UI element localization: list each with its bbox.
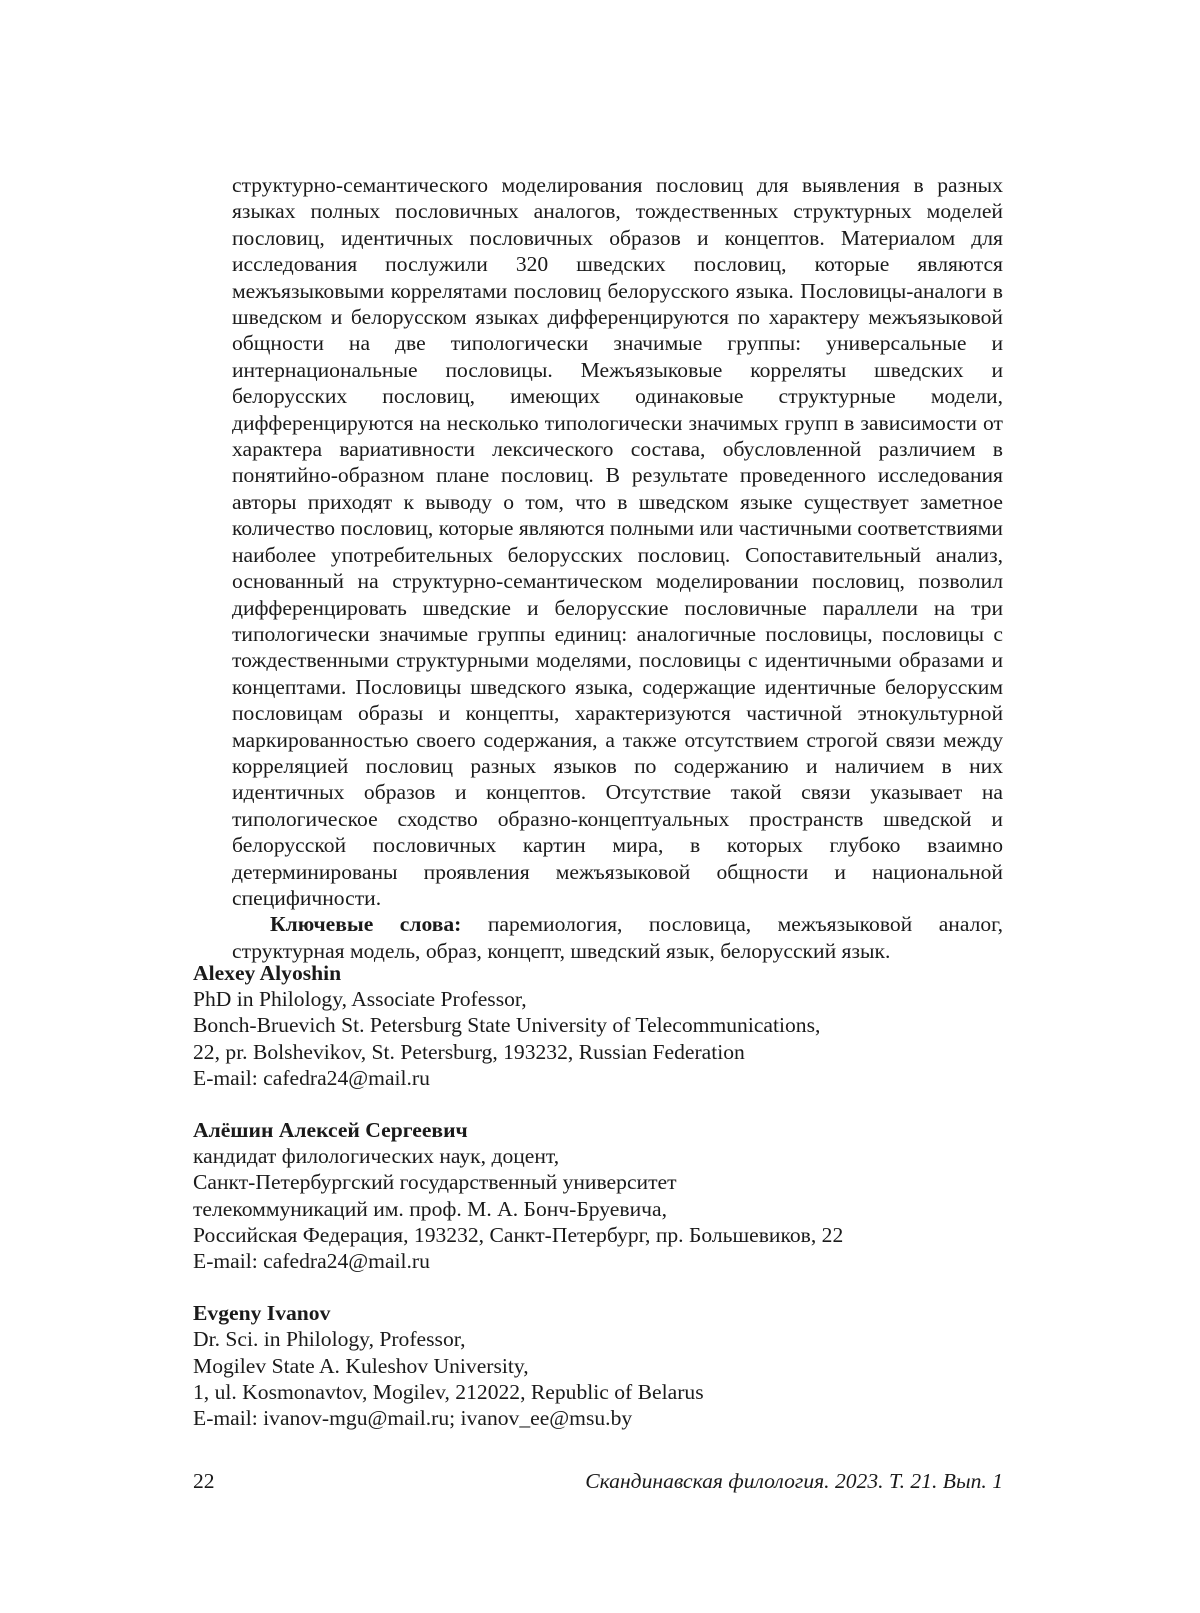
author-block [193,1300,993,1431]
author-address: 1, ul. Kosmonavtov, Mogilev, 212022, Republic of Belarus [193,1379,704,1404]
author-list [193,960,993,1457]
author-address: 22, pr. Bolshevikov, St. Petersburg, 193232, Russian Federation [193,1039,745,1064]
author-degree: кандидат филологических наук, доцент, [193,1144,560,1169]
author-block [193,960,993,1091]
abstract-body: структурно-семантического моделирования пословиц для выявления в разных языках полных пословичных аналогов, тождественных структурных моделей пословиц, идентичных пословичных образов и концептов. Материалом для исследования послужили 320 шведских пословиц, которые являются межъязыковыми коррелятами пословиц белорусского языка. Пословицы-аналоги в шведском и белорусском языках дифференцируются по характеру межъязыковой общности на две типологически значимые группы: универсальные и интернациональные пословицы. Межъязыковые корреляты шведских и белорусских пословиц, имеющих одинаковые структурные модели, дифференцируются на несколько типологически значимых групп в зависимости от характера вариативности лексического состава, обусловленной различием в понятийно-образном плане пословиц. В результате проведенного исследования авторы приходят к выводу о том, что в шведском языке существует заметное количество пословиц, которые являются полными или частичными соответствиями наиболее употребительных белорусских пословиц. Сопоставительный анализ, основанный на структурно-семантическом моделировании пословиц, позволил дифференцировать шведские и белорусские пословичные параллели на три типологически значимые группы единиц: аналогичные пословицы, пословицы с тождественными структурными моделями, пословицы с идентичными образами и концептами. Пословицы шведского языка, содержащие идентичные белорусским пословицам образы и концепты, характеризуются частичной этнокультурной маркированностью своего содержания, а также отсутствием строгой связи между корреляцией пословиц разных языков по содержанию и наличием в них идентичных образов и концептов. Отсутствие такой связи указывает на типологическое сходство образно-концептуальных пространств шведской и белорусской пословичных картин мира, в которых глубоко взаимно детерминированы проявления межъязыковой общности и национальной специфичности. [232,173,1003,910]
author-email: E-mail: cafedra24@mail.ru [193,1065,430,1090]
author-address: Российская Федерация, 193232, Санкт-Петербург, пр. Большевиков, 22 [193,1222,844,1247]
page-number: 22 [193,1469,215,1493]
author-block [193,1117,993,1274]
author-name: Алёшин Алексей Сергеевич [193,1118,468,1143]
keywords-paragraph [232,911,1003,964]
keywords-text: паремиология, пословица, межъязыковой аналог, структурная модель, образ, концепт, шведский язык, белорусский язык. [232,912,1003,963]
author-email: E-mail: cafedra24@mail.ru [193,1249,430,1274]
author-affiliation: Санкт-Петербургский государственный университет [193,1170,677,1195]
abstract [232,172,1003,964]
author-name: Alexey Alyoshin [193,961,342,985]
author-affiliation: Mogilev State A. Kuleshov University, [193,1353,529,1378]
journal-citation: Скандинавская филология. 2023. Т. 21. Вып. 1 [585,1469,1003,1493]
author-degree: PhD in Philology, Associate Professor, [193,987,527,1012]
keywords-label: Ключевые слова: [270,912,462,937]
author-name: Evgeny Ivanov [193,1301,331,1326]
author-affiliation: телекоммуникаций им. проф. М. А. Бонч-Бруевича, [193,1196,667,1221]
author-degree: Dr. Sci. in Philology, Professor, [193,1327,466,1352]
author-email: E-mail: ivanov-mgu@mail.ru; ivanov_ee@msu.by [193,1406,633,1431]
author-affiliation: Bonch-Bruevich St. Petersburg State University of Telecommunications, [193,1013,821,1038]
